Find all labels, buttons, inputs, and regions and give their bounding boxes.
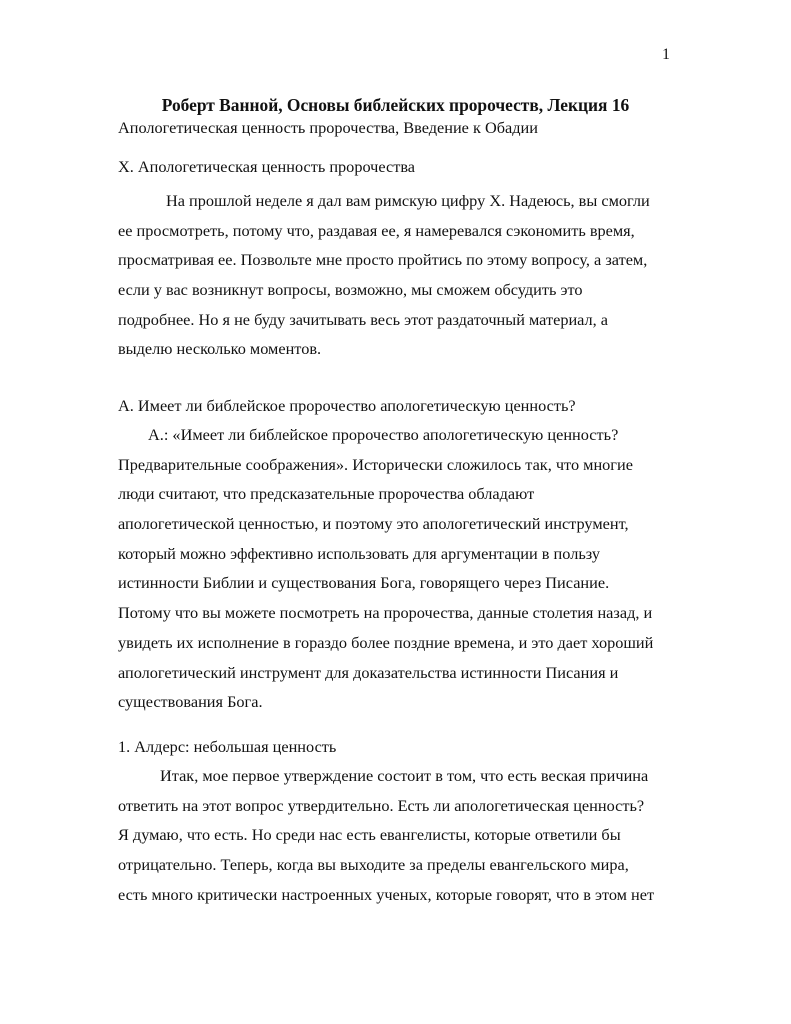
paragraph-line: увидеть их исполнение в гораздо более поздние времена, и это дает хороший [118,632,654,652]
paragraph-line: люди считают, что предсказательные пророчества обладают [118,484,535,504]
paragraph-line: существования Бога. [118,692,263,712]
paragraph-line: ее просмотреть, потому что, раздавая ее, я намеревался сэкономить время, [118,220,635,240]
document-subtitle: Апологетическая ценность пророчества, Введение к Обадии [118,118,538,137]
section-x-paragraph [118,186,678,364]
paragraph-line: апологетический инструмент для доказательства истинности Писания и [118,662,619,682]
document-title: Роберт Ванной, Основы библейских пророчеств, Лекция 16 [161,95,630,115]
section-x-heading: X. Апологетическая ценность пророчества [118,157,416,176]
paragraph-line: есть много критически настроенных ученых, которые говорят, что в этом нет [118,884,655,904]
paragraph-line: выделю несколько моментов. [118,339,322,359]
paragraph-line: На прошлой неделе я дал вам римскую цифру X. Надеюсь, вы смогли [166,191,650,210]
section-a-paragraph [118,420,678,717]
paragraph-line: подробнее. Но я не буду зачитывать весь этот раздаточный материал, а [118,309,609,329]
paragraph-line: Предварительные соображения». Исторически сложилось так, что многие [118,454,633,474]
paragraph-line: ответить на этот вопрос утвердительно. Есть ли апологетическая ценность? [118,795,645,815]
paragraph-line: Итак, мое первое утверждение состоит в том, что есть веская причина [160,766,649,785]
section-1-paragraph [118,761,678,909]
paragraph-line: Потому что вы можете посмотреть на пророчества, данные столетия назад, и [118,603,653,623]
paragraph-line: A.: «Имеет ли библейское пророчество апологетическую ценность? [148,425,619,444]
paragraph-line: отрицательно. Теперь, когда вы выходите за пределы евангельского мира, [118,855,629,875]
paragraph-line: который можно эффективно использовать для аргументации в пользу [118,543,600,563]
paragraph-line: истинности Библии и существования Бога, говорящего через Писание. [118,573,610,593]
paragraph-line: апологетической ценностью, и поэтому это апологетический инструмент, [118,514,629,534]
paragraph-line: просматривая ее. Позвольте мне просто пройтись по этому вопросу, а затем, [118,250,648,270]
section-1-heading: 1. Алдерс: небольшая ценность [118,737,337,756]
section-a-heading: A. Имеет ли библейское пророчество апологетическую ценность? [118,396,576,415]
paragraph-line: Я думаю, что есть. Но среди нас есть евангелисты, которые ответили бы [118,825,621,845]
paragraph-line: если у вас возникнут вопросы, возможно, мы сможем обсудить это [118,280,583,300]
page-number: 1 [662,46,670,63]
